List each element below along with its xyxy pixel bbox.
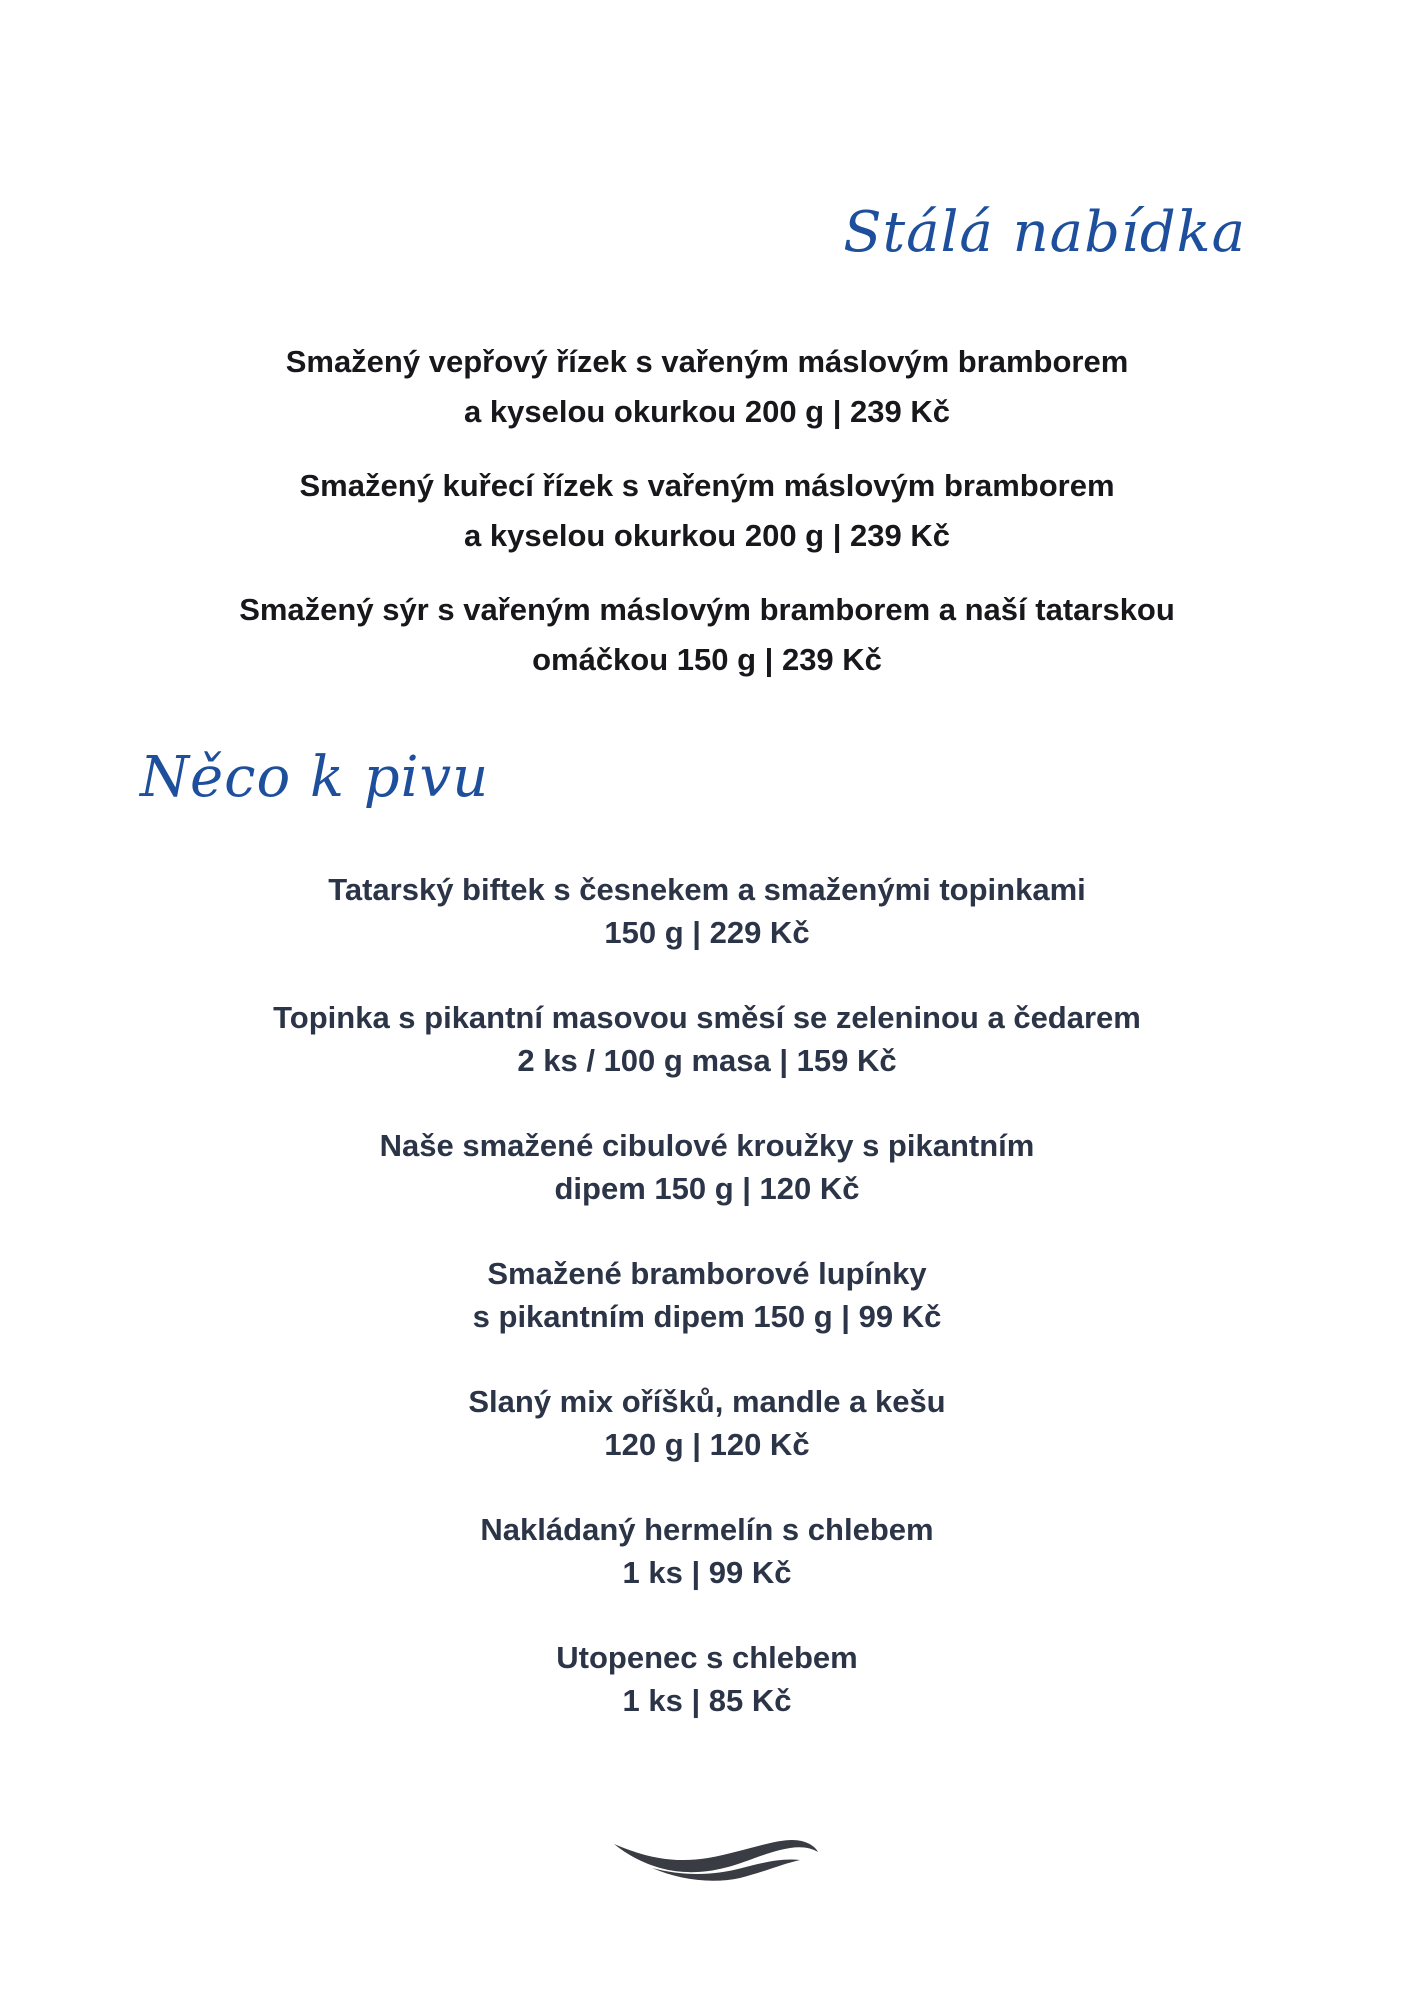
menu-item-price-line: 1 ks | 85 Kč <box>622 1683 792 1718</box>
menu-item <box>0 868 1414 954</box>
menu-item <box>0 996 1414 1082</box>
menu-item-description: Smažený sýr s vařeným máslovým bramborem a naší tatarskou <box>239 592 1175 627</box>
menu-item-description: Smažený kuřecí řízek s vařeným máslovým bramborem <box>299 468 1115 503</box>
menu-item-price-line: 2 ks / 100 g masa | 159 Kč <box>517 1043 897 1078</box>
menu-item <box>0 337 1414 437</box>
beer-snacks-heading: Něco k pivu <box>140 745 490 810</box>
menu-item-price-line: a kyselou okurkou 200 g | 239 Kč <box>464 518 950 553</box>
menu-item-description: Nakládaný hermelín s chlebem <box>480 1512 934 1547</box>
menu-item-price-line: dipem 150 g | 120 Kč <box>554 1171 860 1206</box>
menu-item-description: Utopenec s chlebem <box>556 1640 858 1675</box>
menu-item-price-line: a kyselou okurkou 200 g | 239 Kč <box>464 394 950 429</box>
menu-item-price-line: 150 g | 229 Kč <box>604 915 810 950</box>
menu-item-description: Smažené bramborové lupínky <box>487 1256 927 1291</box>
standing-offer-list <box>0 337 1414 709</box>
menu-item <box>0 1508 1414 1594</box>
menu-item <box>0 1380 1414 1466</box>
menu-item-price-line: s pikantním dipem 150 g | 99 Kč <box>472 1299 942 1334</box>
wave-ornament-icon <box>612 1830 820 1890</box>
menu-item-description: Tatarský biftek s česnekem a smaženými topinkami <box>328 872 1086 907</box>
menu-item <box>0 1252 1414 1338</box>
menu-item-price-line: omáčkou 150 g | 239 Kč <box>532 642 882 677</box>
menu-item <box>0 461 1414 561</box>
standing-offer-heading: Stálá nabídka <box>843 200 1246 265</box>
menu-item-description: Topinka s pikantní masovou směsí se zeleninou a čedarem <box>273 1000 1141 1035</box>
menu-item <box>0 1636 1414 1722</box>
menu-item-price-line: 1 ks | 99 Kč <box>622 1555 792 1590</box>
menu-item-description: Smažený vepřový řízek s vařeným máslovým bramborem <box>285 344 1129 379</box>
menu-item <box>0 1124 1414 1210</box>
menu-item <box>0 585 1414 685</box>
menu-item-description: Slaný mix oříšků, mandle a kešu <box>468 1384 946 1419</box>
menu-item-description: Naše smažené cibulové kroužky s pikantním <box>379 1128 1035 1163</box>
menu-item-price-line: 120 g | 120 Kč <box>604 1427 810 1462</box>
beer-snacks-list <box>0 868 1414 1764</box>
